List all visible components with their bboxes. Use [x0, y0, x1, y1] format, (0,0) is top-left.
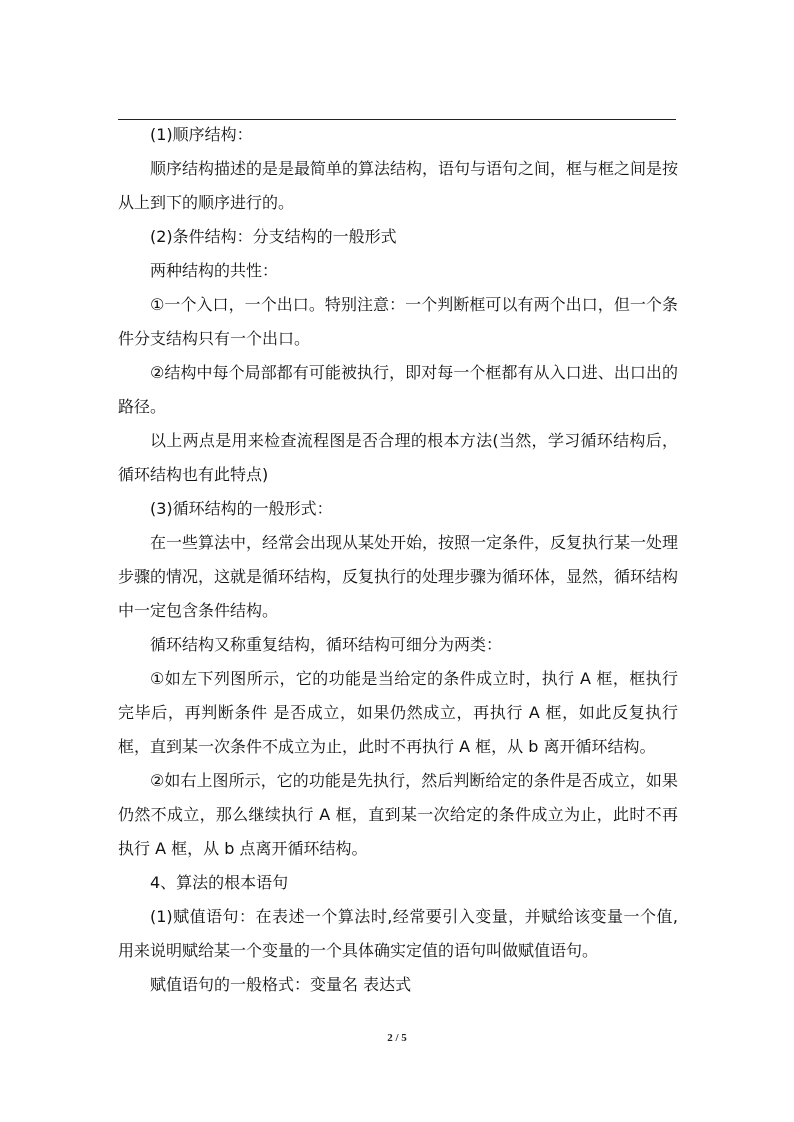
paragraph: (3)循环结构的一般形式：: [150, 499, 333, 518]
page-number: 2 / 5: [387, 1032, 407, 1044]
paragraph: (2)条件结构：分支结构的一般形式: [150, 227, 397, 246]
section-heading: 4、算法的根本语句: [150, 873, 289, 892]
paragraph: ②结构中每个局部都有可能被执行，即对每一个框都有从入口进、出口出的路径。: [118, 363, 678, 416]
paragraph: 赋值语句的一般格式：变量名 表达式: [150, 975, 412, 994]
paragraph: ①如左下列图所示，它的功能是当给定的条件成立时，执行 A 框，框执行完毕后，再判断条件 是否成立，如果仍然成立，再执行 A 框，如此反复执行框，直到某一次条件不成立为止，此时不再执行 A 框，从 b 离开循环结构。: [118, 669, 678, 756]
paragraph: (1)赋值语句：在表述一个算法时,经常要引入变量，并赋给该变量一个值,用来说明赋给某一个变量的一个具体确实定值的语句叫做赋值语句。: [118, 907, 678, 960]
paragraph: 以上两点是用来检查流程图是否合理的根本方法(当然，学习循环结构后，循环结构也有此特点): [118, 431, 678, 484]
paragraph: (1)顺序结构：: [150, 125, 253, 144]
paragraph: 顺序结构描述的是是最简单的算法结构，语句与语句之间，框与框之间是按从上到下的顺序进行的。: [118, 159, 679, 212]
page-body: [118, 118, 678, 1002]
paragraph: ①一个入口，一个出口。特别注意：一个判断框可以有两个出口，但一个条件分支结构只有一个出口。: [118, 295, 678, 348]
paragraph: 在一些算法中，经常会出现从某处开始，按照一定条件，反复执行某一处理步骤的情况，这就是循环结构，反复执行的处理步骤为循环体，显然，循环结构中一定包含条件结构。: [118, 533, 679, 620]
paragraph: 两种结构的共性：: [150, 261, 279, 280]
paragraph: ②如右上图所示，它的功能是先执行，然后判断给定的条件是否成立，如果仍然不成立，那么继续执行 A 框，直到某一次给定的条件成立为止，此时不再执行 A 框，从 b 点离开循环结构。: [118, 771, 678, 858]
paragraph: 循环结构又称重复结构，循环结构可细分为两类：: [150, 635, 503, 654]
